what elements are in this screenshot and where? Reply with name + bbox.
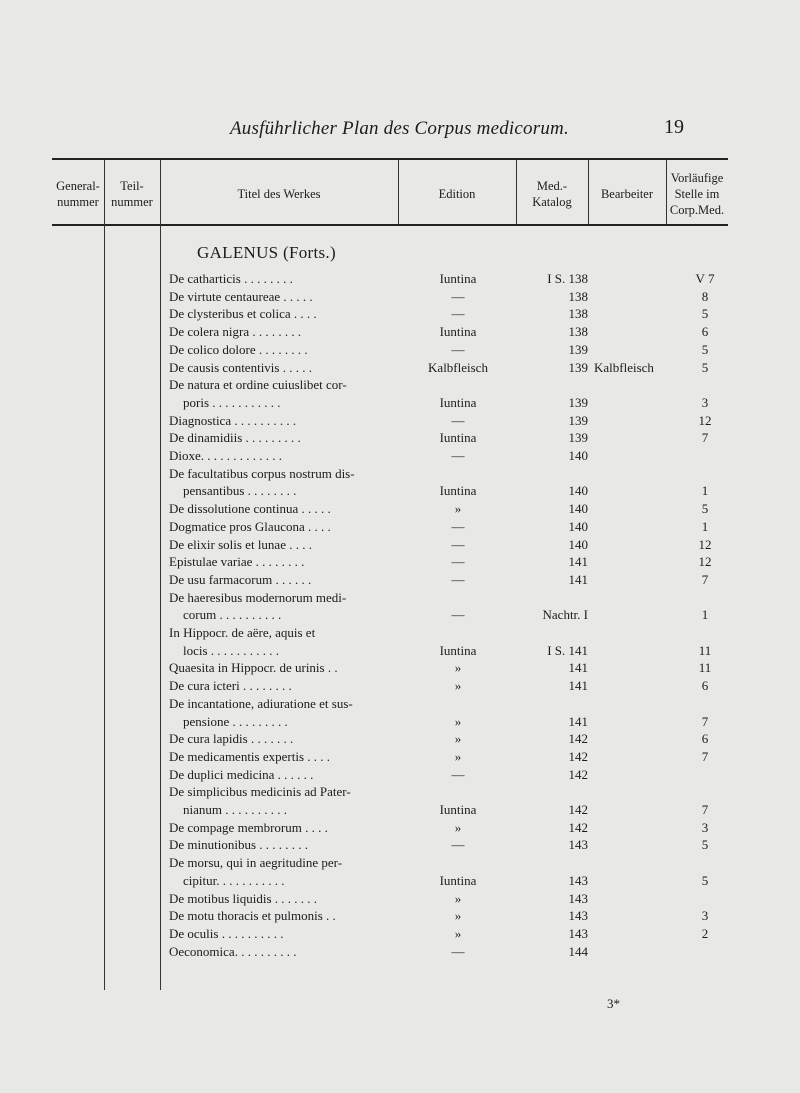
work-title: De cura lapidis . . . . . . . — [169, 731, 294, 746]
katalog-cell: 143 — [568, 837, 588, 852]
table-row — [0, 500, 800, 517]
stelle-cell: 3 — [701, 395, 709, 410]
edition-cell: — — [451, 413, 465, 428]
edition-cell: Iuntina — [439, 271, 477, 286]
katalog-cell: 142 — [568, 749, 588, 764]
edition-cell: — — [451, 342, 465, 357]
work-title: locis . . . . . . . . . . . — [183, 643, 280, 658]
stelle-cell: 12 — [698, 554, 712, 569]
table-row — [0, 783, 800, 800]
header-teil-nummer — [104, 178, 160, 210]
stelle-cell: 6 — [701, 731, 709, 746]
edition-cell: — — [451, 306, 465, 321]
katalog-cell: 142 — [568, 767, 588, 782]
edition-cell: — — [451, 537, 465, 552]
table-row — [0, 305, 800, 322]
stelle-cell: V 7 — [695, 271, 715, 286]
katalog-cell: 139 — [568, 360, 588, 375]
table-row — [0, 801, 800, 818]
edition-cell: — — [451, 944, 465, 959]
work-title: Epistulae variae . . . . . . . . — [169, 554, 305, 569]
stelle-cell: 12 — [698, 537, 712, 552]
katalog-cell: 142 — [568, 802, 588, 817]
table-row — [0, 270, 800, 287]
table-top-rule — [52, 158, 728, 160]
stelle-cell: 6 — [701, 324, 709, 339]
katalog-cell: I S. 141 — [547, 643, 588, 658]
katalog-cell: 141 — [568, 678, 588, 693]
work-title: Quaesita in Hippocr. de urinis . . — [169, 660, 338, 675]
stelle-cell: 5 — [701, 873, 709, 888]
table-row — [0, 695, 800, 712]
work-title: cipitur. . . . . . . . . . . — [183, 873, 285, 888]
katalog-cell: 142 — [568, 820, 588, 835]
table-row — [0, 748, 800, 765]
work-title: De motibus liquidis . . . . . . . — [169, 891, 318, 906]
edition-cell: » — [454, 820, 462, 835]
table-row — [0, 624, 800, 641]
table-row — [0, 854, 800, 871]
header-stelle — [666, 170, 728, 218]
stelle-cell: 7 — [701, 714, 709, 729]
section-title: GALENUS (Forts.) — [197, 243, 336, 262]
header-line: General- — [56, 179, 100, 193]
katalog-cell: 139 — [568, 413, 588, 428]
edition-cell: — — [451, 289, 465, 304]
stelle-cell: 5 — [701, 342, 709, 357]
katalog-cell: 144 — [568, 944, 588, 959]
katalog-cell: 139 — [568, 395, 588, 410]
table-row — [0, 642, 800, 659]
table-row — [0, 412, 800, 429]
work-title: De medicamentis expertis . . . . — [169, 749, 331, 764]
katalog-cell: 143 — [568, 891, 588, 906]
stelle-cell: 7 — [701, 430, 709, 445]
stelle-cell: 7 — [701, 749, 709, 764]
work-title: De haeresibus modernorum medi- — [169, 590, 347, 605]
table-row — [0, 766, 800, 783]
stelle-cell: 2 — [701, 926, 709, 941]
work-title: Oeconomica. . . . . . . . . . — [169, 944, 297, 959]
katalog-cell: 140 — [568, 483, 588, 498]
edition-cell: Iuntina — [439, 802, 477, 817]
table-row — [0, 323, 800, 340]
katalog-cell: 138 — [568, 306, 588, 321]
edition-cell: Kalbfleisch — [428, 360, 488, 375]
edition-cell: » — [454, 891, 462, 906]
table-row — [0, 872, 800, 889]
edition-cell: Iuntina — [439, 430, 477, 445]
work-title: De colera nigra . . . . . . . . — [169, 324, 302, 339]
work-title: De compage membrorum . . . . — [169, 820, 328, 835]
katalog-cell: 140 — [568, 448, 588, 463]
header-line: Corp.Med. — [669, 203, 725, 217]
table-row — [0, 536, 800, 553]
work-title: De incantatione, adiuratione et sus- — [169, 696, 353, 711]
table-row — [0, 288, 800, 305]
header-edition: Edition — [438, 187, 476, 201]
work-title: pensione . . . . . . . . . — [183, 714, 288, 729]
edition-cell: — — [451, 554, 465, 569]
table-row — [0, 907, 800, 924]
work-title: Dogmatice pros Glaucona . . . . — [169, 519, 331, 534]
katalog-cell: 139 — [568, 430, 588, 445]
table-row — [0, 571, 800, 588]
katalog-cell: 143 — [568, 873, 588, 888]
header-line: nummer — [57, 195, 99, 209]
table-row — [0, 713, 800, 730]
work-title: De dinamidiis . . . . . . . . . — [169, 430, 301, 445]
edition-cell: — — [451, 448, 465, 463]
running-title: Ausführlicher Plan des Corpus medicorum. — [230, 118, 569, 139]
header-titel: Titel des Werkes — [237, 187, 321, 201]
katalog-cell: 140 — [568, 537, 588, 552]
katalog-cell: 140 — [568, 519, 588, 534]
work-title: In Hippocr. de aëre, aquis et — [169, 625, 316, 640]
stelle-cell: 12 — [698, 413, 712, 428]
katalog-cell: 138 — [568, 289, 588, 304]
table-row — [0, 589, 800, 606]
table-row — [0, 376, 800, 393]
table-row — [0, 836, 800, 853]
edition-cell: » — [454, 731, 462, 746]
work-title: De natura et ordine cuiuslibet cor- — [169, 377, 347, 392]
stelle-cell: 5 — [701, 306, 709, 321]
stelle-cell: 11 — [698, 660, 712, 675]
katalog-cell: 142 — [568, 731, 588, 746]
work-title: Dioxe. . . . . . . . . . . . . — [169, 448, 283, 463]
katalog-cell: Nachtr. I — [542, 607, 588, 622]
edition-cell: Iuntina — [439, 643, 477, 658]
katalog-cell: I S. 138 — [547, 271, 588, 286]
stelle-cell: 5 — [701, 501, 709, 516]
edition-cell: Iuntina — [439, 395, 477, 410]
table-row — [0, 359, 800, 376]
table-row — [0, 943, 800, 960]
header-line: Teil- — [120, 179, 144, 193]
katalog-cell: 143 — [568, 926, 588, 941]
stelle-cell: 3 — [701, 908, 709, 923]
work-title: corum . . . . . . . . . . — [183, 607, 282, 622]
work-title: De colico dolore . . . . . . . . — [169, 342, 308, 357]
edition-cell: — — [451, 572, 465, 587]
work-title: nianum . . . . . . . . . . — [183, 802, 287, 817]
work-title: De morsu, qui in aegritudine per- — [169, 855, 343, 870]
work-title: De minutionibus . . . . . . . . — [169, 837, 309, 852]
header-line: Stelle im — [674, 187, 720, 201]
table-row — [0, 482, 800, 499]
header-katalog — [516, 178, 588, 210]
table-row — [0, 819, 800, 836]
table-row — [0, 429, 800, 446]
edition-cell: Iuntina — [439, 324, 477, 339]
stelle-cell: 5 — [701, 360, 709, 375]
signature-mark: 3* — [607, 996, 620, 1011]
edition-cell: » — [454, 749, 462, 764]
edition-cell: Iuntina — [439, 483, 477, 498]
katalog-cell: 141 — [568, 554, 588, 569]
katalog-cell: 139 — [568, 342, 588, 357]
work-title: De causis contentivis . . . . . — [169, 360, 312, 375]
work-title: De usu farmacorum . . . . . . — [169, 572, 312, 587]
work-title: De dissolutione continua . . . . . — [169, 501, 331, 516]
edition-cell: — — [451, 519, 465, 534]
stelle-cell: 8 — [701, 289, 709, 304]
work-title: pensantibus . . . . . . . . — [183, 483, 297, 498]
stelle-cell: 3 — [701, 820, 709, 835]
katalog-cell: 140 — [568, 501, 588, 516]
work-title: De simplicibus medicinis ad Pater- — [169, 784, 351, 799]
table-row — [0, 447, 800, 464]
work-title: De facultatibus corpus nostrum dis- — [169, 466, 355, 481]
bearbeiter-cell: Kalbfleisch — [594, 360, 654, 375]
katalog-cell: 143 — [568, 908, 588, 923]
edition-cell: — — [451, 767, 465, 782]
page-number: 19 — [664, 116, 684, 138]
table-row — [0, 465, 800, 482]
table-row — [0, 341, 800, 358]
edition-cell: » — [454, 660, 462, 675]
work-title: De oculis . . . . . . . . . . — [169, 926, 284, 941]
header-general-nummer — [52, 178, 104, 210]
work-title: De elixir solis et lunae . . . . — [169, 537, 312, 552]
table-row — [0, 553, 800, 570]
stelle-cell: 7 — [701, 572, 709, 587]
work-title: De duplici medicina . . . . . . — [169, 767, 314, 782]
edition-cell: — — [451, 837, 465, 852]
katalog-cell: 141 — [568, 714, 588, 729]
edition-cell: » — [454, 908, 462, 923]
edition-cell: » — [454, 678, 462, 693]
stelle-cell: 11 — [698, 643, 712, 658]
header-line: nummer — [111, 195, 153, 209]
stelle-cell: 1 — [701, 607, 709, 622]
work-title: De clysteribus et colica . . . . — [169, 306, 317, 321]
edition-cell: » — [454, 501, 462, 516]
edition-cell: » — [454, 714, 462, 729]
katalog-cell: 138 — [568, 324, 588, 339]
table-row — [0, 606, 800, 623]
edition-cell: — — [451, 607, 465, 622]
work-title: De motu thoracis et pulmonis . . — [169, 908, 336, 923]
table-row — [0, 890, 800, 907]
katalog-cell: 141 — [568, 660, 588, 675]
table-row — [0, 925, 800, 942]
table-row — [0, 677, 800, 694]
table-row — [0, 659, 800, 676]
stelle-cell: 5 — [701, 837, 709, 852]
header-line: Vorläufige — [670, 171, 724, 185]
table-row — [0, 518, 800, 535]
header-line: Med.- — [536, 179, 568, 193]
table-row — [0, 394, 800, 411]
edition-cell: Iuntina — [439, 873, 477, 888]
stelle-cell: 1 — [701, 483, 709, 498]
katalog-cell: 141 — [568, 572, 588, 587]
work-title: De virtute centaureae . . . . . — [169, 289, 313, 304]
work-title: De catharticis . . . . . . . . — [169, 271, 293, 286]
table-header-rule — [52, 224, 728, 226]
header-bearbeiter: Bearbeiter — [600, 187, 654, 201]
stelle-cell: 1 — [701, 519, 709, 534]
work-title: poris . . . . . . . . . . . — [183, 395, 281, 410]
stelle-cell: 7 — [701, 802, 709, 817]
edition-cell: » — [454, 926, 462, 941]
stelle-cell: 6 — [701, 678, 709, 693]
work-title: De cura icteri . . . . . . . . — [169, 678, 292, 693]
header-line: Katalog — [532, 195, 572, 209]
work-title: Diagnostica . . . . . . . . . . — [169, 413, 297, 428]
table-row — [0, 730, 800, 747]
